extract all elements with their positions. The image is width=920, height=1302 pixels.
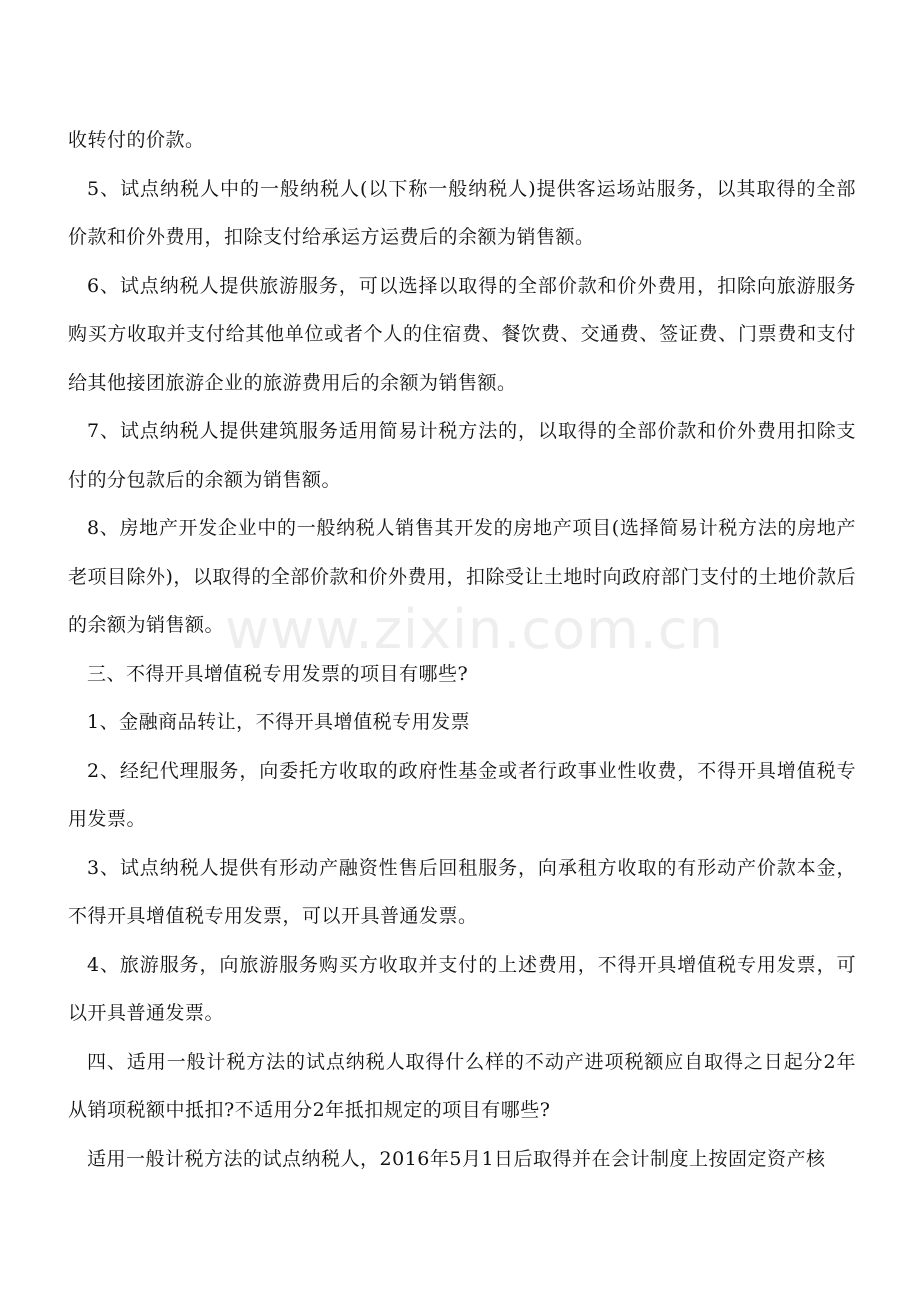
paragraph-item-4: 4、旅游服务，向旅游服务购买方收取并支付的上述费用，不得开具增值税专用发票，可以开具普通发票。 — [68, 953, 856, 1024]
paragraph-item-1: 1、金融商品转让，不得开具增值税专用发票 — [87, 711, 471, 733]
section-heading-3: 三、不得开具增值税专用发票的项目有哪些? — [87, 662, 469, 685]
section-heading-4: 四、适用一般计税方法的试点纳税人取得什么样的不动产进项税额应自取得之日起分2年从销项税额中抵扣?不适用分2年抵扣规定的项目有哪些? — [68, 1050, 856, 1121]
paragraph-item-6: 6、试点纳税人提供旅游服务，可以选择以取得的全部价款和价外费用，扣除向旅游服务购买方收取并支付给其他单位或者个人的住宿费、餐饮费、交通费、签证费、门票费和支付给其他接团旅游企业的旅游费用后的余额为销售额。 — [68, 274, 856, 394]
document-body — [68, 116, 856, 1183]
paragraph-item-5: 5、试点纳税人中的一般纳税人(以下称一般纳税人)提供客运场站服务，以其取得的全部价款和价外费用，扣除支付给承运方运费后的余额为销售额。 — [68, 177, 856, 248]
paragraph-body-final: 适用一般计税方法的试点纳税人，2016年5月1日后取得并在会计制度上按固定资产核 — [87, 1147, 826, 1170]
paragraph-item-2: 2、经纪代理服务，向委托方收取的政府性基金或者行政事业性收费，不得开具增值税专用发票。 — [68, 759, 856, 830]
watermark-text: www.zixin.com.cn — [225, 598, 724, 661]
paragraph-item-8: 8、房地产开发企业中的一般纳税人销售其开发的房地产项目(选择简易计税方法的房地产老项目除外)，以取得的全部价款和价外费用，扣除受让土地时向政府部门支付的土地价款后的余额为销售额。 — [68, 517, 856, 636]
paragraph-item-3: 3、试点纳税人提供有形动产融资性售后回租服务，向承租方收取的有形动产价款本金，不得开具增值税专用发票，可以开具普通发票。 — [68, 856, 856, 927]
paragraph-continuation: 收转付的价款。 — [68, 129, 205, 151]
paragraph-item-7: 7、试点纳税人提供建筑服务适用简易计税方法的，以取得的全部价款和价外费用扣除支付的分包款后的余额为销售额。 — [68, 420, 856, 491]
